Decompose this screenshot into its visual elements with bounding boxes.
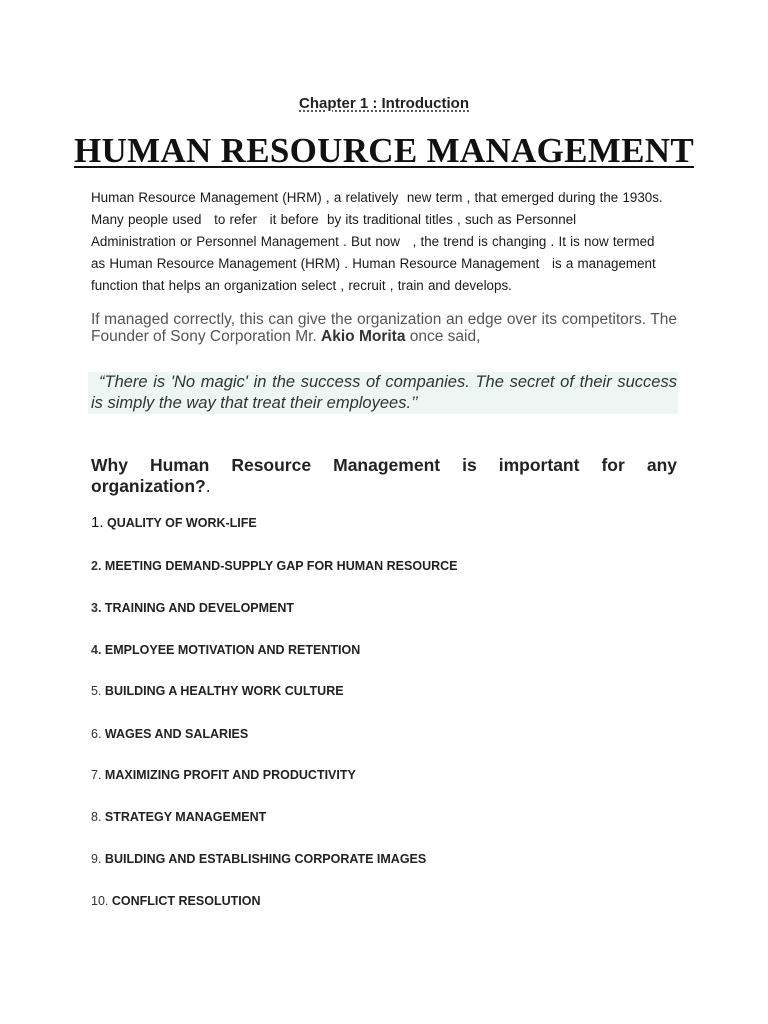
list-item-number: 8. (91, 810, 102, 824)
list-item-text: STRATEGY MANAGEMENT (104, 810, 267, 824)
why-heading (91, 455, 677, 497)
list-item-text: QUALITY OF WORK-LIFE (107, 516, 257, 530)
list-item-text: MEETING DEMAND-SUPPLY GAP FOR HUMAN RESOURCE (104, 559, 458, 573)
akio-morita-name: Akio Morita (321, 328, 406, 345)
list-item (91, 727, 248, 741)
list-item-number: 6. (91, 727, 102, 741)
paragraph-text-after: once said, (405, 328, 481, 345)
list-item-number: 10. (91, 894, 109, 908)
list-item-text: TRAINING AND DEVELOPMENT (104, 601, 295, 615)
list-item-text: CONFLICT RESOLUTION (111, 894, 261, 908)
list-item (91, 559, 458, 573)
intro-line: Many people used to refer it before by its traditional titles , such as Personnel (91, 212, 577, 227)
list-item-number: 9. (91, 852, 102, 866)
quote-text: “There is 'No magic' in the success of companies. The secret of their success is simply the way that treat their employees.’’ (91, 373, 677, 412)
why-heading-period: . (205, 476, 211, 496)
document-title-text: HUMAN RESOURCE MANAGEMENT (74, 131, 694, 170)
intro-line: function that helps an organization select , recruit , train and develops. (91, 278, 512, 293)
list-item-number: 4. (91, 643, 102, 657)
document-title (0, 131, 768, 171)
list-item (91, 768, 356, 782)
chapter-heading (0, 95, 768, 112)
list-item-number: 7. (91, 768, 102, 782)
list-item (91, 810, 266, 824)
why-heading-text: Why Human Resource Management is important for any organization? (91, 455, 677, 496)
list-item-number: 5. (91, 684, 102, 698)
chapter-heading-text: Chapter 1 : Introduction (299, 95, 469, 112)
list-item-text: WAGES AND SALARIES (104, 727, 249, 741)
list-item (91, 894, 260, 908)
list-item-number: 2. (91, 559, 102, 573)
list-item-text: MAXIMIZING PROFIT AND PRODUCTIVITY (104, 768, 356, 782)
list-item (91, 601, 294, 615)
list-item (91, 514, 257, 531)
intro-line: Administration or Personnel Management . But now , the trend is changing . It is now termed (91, 234, 655, 249)
list-item-text: BUILDING A HEALTHY WORK CULTURE (104, 684, 344, 698)
intro-line: as Human Resource Management (HRM) . Human Resource Management is a management (91, 256, 656, 271)
intro-line: Human Resource Management (HRM) , a relatively new term , that emerged during the 1930s. (91, 190, 663, 205)
akio-morita-paragraph (91, 311, 677, 345)
intro-paragraph (91, 187, 681, 297)
paragraph-text-before: If managed correctly, this can give the organization an edge over its competitors. The Founder of Sony Corporation Mr. (91, 311, 677, 345)
list-item (91, 852, 426, 866)
list-item-text: EMPLOYEE MOTIVATION AND RETENTION (104, 643, 361, 657)
list-item-number: 1. (91, 514, 104, 531)
list-item-number: 3. (91, 601, 102, 615)
list-item-text: BUILDING AND ESTABLISHING CORPORATE IMAGES (104, 852, 427, 866)
list-item (91, 684, 344, 698)
list-item (91, 643, 360, 657)
